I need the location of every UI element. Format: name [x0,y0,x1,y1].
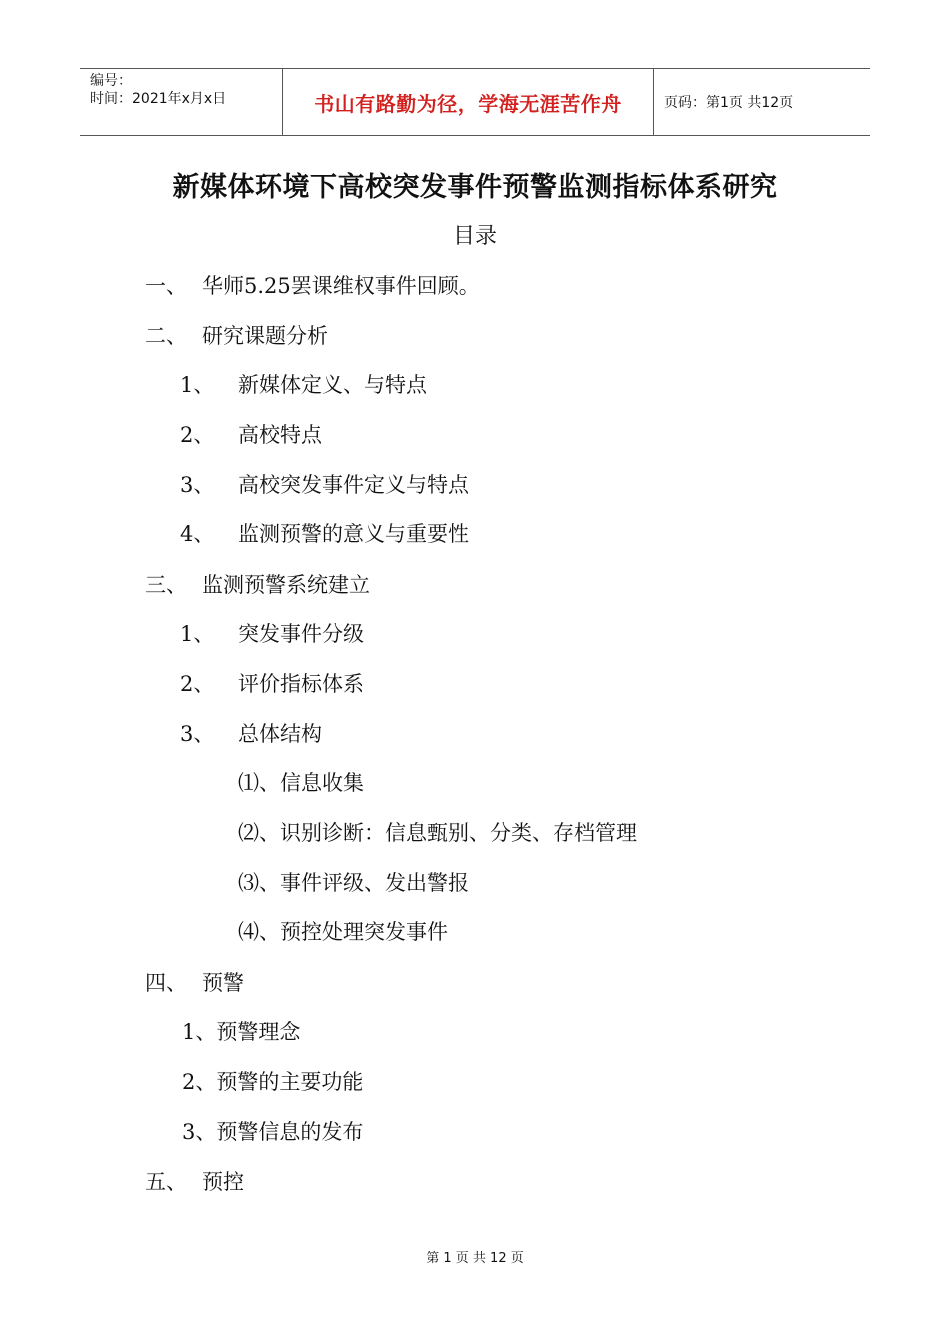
page-footer: 第 1 页 共 12 页 [426,1251,524,1266]
toc-item: 2、 评价指标体系 [180,672,364,696]
toc-item: 1、预警理念 [182,1020,301,1044]
toc-heading: 目录 [452,224,497,249]
toc-item: 4、 监测预警的意义与重要性 [180,522,469,546]
toc-item: ⑷、预控处理突发事件 [238,920,448,944]
toc-item: 三、 监测预警系统建立 [145,573,370,597]
serial-label: 编号： [90,73,132,89]
toc-item: 3、 总体结构 [180,722,322,746]
toc-item: 3、预警信息的发布 [182,1120,364,1144]
document-header [80,68,870,136]
header-motto: 书山有路勤为径，学海无涯苦作舟 [314,91,622,116]
header-meta [80,69,282,135]
toc-item: 五、 预控 [145,1170,244,1194]
header-motto-cell [282,69,654,135]
toc-item: 2、 高校特点 [180,423,322,447]
toc-item: ⑴、信息收集 [238,771,364,795]
toc-item: ⑶、事件评级、发出警报 [238,871,469,895]
toc-item: 1、 新媒体定义、与特点 [180,373,427,397]
toc-item: 一、 华师5.25罢课维权事件回顾。 [145,274,480,298]
document-title: 新媒体环境下高校突发事件预警监测指标体系研究 [172,172,778,203]
toc-item: 1、 突发事件分级 [180,622,364,646]
toc-item: 3、 高校突发事件定义与特点 [180,473,469,497]
toc-item: 四、 预警 [145,971,244,995]
toc-item: 二、 研究课题分析 [145,324,328,348]
toc-item: ⑵、识别诊断：信息甄别、分类、存档管理 [238,821,637,845]
toc-item: 2、预警的主要功能 [182,1070,364,1094]
time-label: 时间：2021年x月x日 [90,91,227,107]
header-page-info: 页码：第1页 共12页 [664,95,794,111]
